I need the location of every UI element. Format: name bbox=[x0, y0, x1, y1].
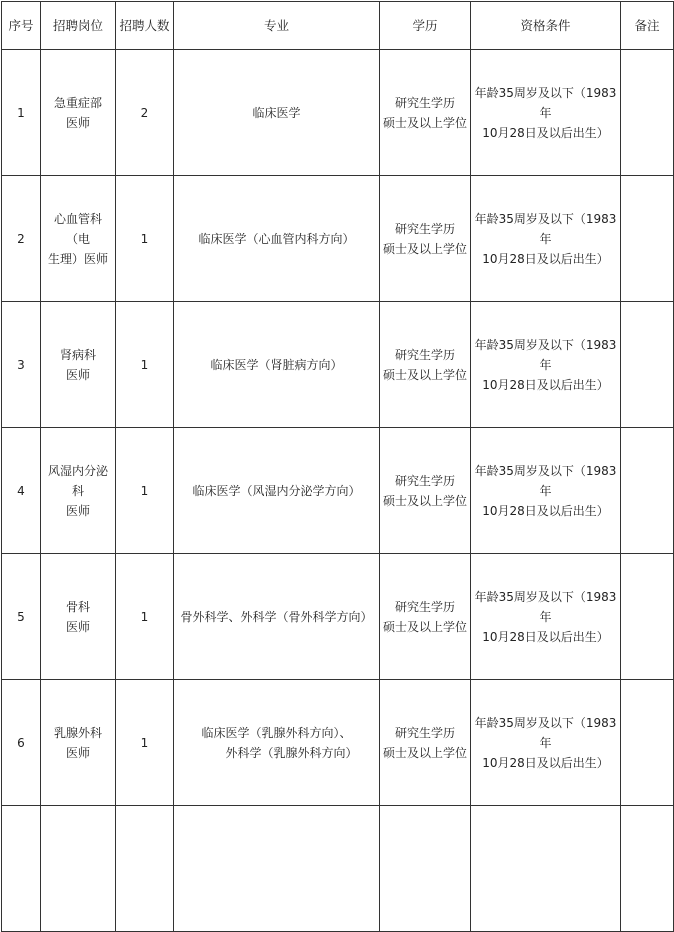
cell-line: 临床医学 bbox=[252, 105, 301, 120]
cell-line: 研究生学历 bbox=[394, 473, 455, 488]
table-row bbox=[2, 50, 674, 176]
cell-count: 1 bbox=[116, 554, 174, 680]
cell-remark bbox=[621, 428, 674, 554]
cell-position bbox=[41, 554, 116, 680]
cell-qualification bbox=[471, 680, 621, 806]
empty-cell bbox=[41, 806, 116, 932]
table-row-partial bbox=[2, 806, 674, 932]
cell-line: 急重症部 bbox=[53, 95, 102, 110]
cell-line: 医师 bbox=[65, 619, 90, 634]
cell-line: 肾病科 bbox=[59, 347, 96, 362]
cell-line: 医师 bbox=[65, 367, 90, 382]
cell-line: 临床医学（肾脏病方向） bbox=[210, 357, 343, 372]
cell-line: 年龄35周岁及以下（1983年 bbox=[474, 85, 617, 120]
cell-position bbox=[41, 176, 116, 302]
cell-line: 10月28日及以后出生） bbox=[482, 755, 609, 770]
cell-seq: 6 bbox=[2, 680, 41, 806]
cell-seq: 3 bbox=[2, 302, 41, 428]
table-row bbox=[2, 302, 674, 428]
cell-line: 年龄35周岁及以下（1983年 bbox=[474, 463, 617, 498]
header-row bbox=[2, 2, 674, 50]
cell-education bbox=[380, 50, 471, 176]
cell-remark bbox=[621, 554, 674, 680]
header-education: 学历 bbox=[380, 2, 471, 50]
empty-cell bbox=[2, 806, 41, 932]
header-count: 招聘人数 bbox=[116, 2, 174, 50]
empty-cell bbox=[471, 806, 621, 932]
cell-education bbox=[380, 302, 471, 428]
cell-line: 临床医学（乳腺外科方向）、 bbox=[201, 725, 352, 740]
cell-line: 骨外科学、外科学（骨外科学方向） bbox=[180, 609, 373, 624]
header-position: 招聘岗位 bbox=[41, 2, 116, 50]
cell-major bbox=[174, 554, 380, 680]
cell-major bbox=[174, 428, 380, 554]
cell-remark bbox=[621, 302, 674, 428]
cell-remark bbox=[621, 176, 674, 302]
cell-line: 10月28日及以后出生） bbox=[482, 251, 609, 266]
cell-line: 骨科 bbox=[65, 599, 90, 614]
cell-line: 硕士及以上学位 bbox=[382, 493, 467, 508]
cell-seq: 1 bbox=[2, 50, 41, 176]
cell-position bbox=[41, 428, 116, 554]
cell-line: 10月28日及以后出生） bbox=[482, 629, 609, 644]
cell-qualification bbox=[471, 176, 621, 302]
cell-seq: 2 bbox=[2, 176, 41, 302]
cell-position bbox=[41, 302, 116, 428]
cell-line: 医师 bbox=[65, 503, 90, 518]
table-body bbox=[2, 50, 674, 932]
cell-line: 硕士及以上学位 bbox=[382, 745, 467, 760]
table-row bbox=[2, 428, 674, 554]
cell-qualification bbox=[471, 50, 621, 176]
cell-line: 医师 bbox=[65, 745, 90, 760]
cell-line: 医师 bbox=[65, 115, 90, 130]
cell-education bbox=[380, 428, 471, 554]
header-major: 专业 bbox=[174, 2, 380, 50]
cell-line: 年龄35周岁及以下（1983年 bbox=[474, 211, 617, 246]
cell-line: 年龄35周岁及以下（1983年 bbox=[474, 589, 617, 624]
cell-line: 10月28日及以后出生） bbox=[482, 503, 609, 518]
cell-position bbox=[41, 50, 116, 176]
cell-line: 研究生学历 bbox=[394, 95, 455, 110]
cell-line: 外科学（乳腺外科方向） bbox=[225, 745, 358, 760]
cell-line: 临床医学（风湿内分泌学方向） bbox=[192, 483, 361, 498]
cell-line: 生理）医师 bbox=[47, 251, 108, 266]
cell-remark bbox=[621, 680, 674, 806]
cell-major bbox=[174, 176, 380, 302]
cell-line: 硕士及以上学位 bbox=[382, 241, 467, 256]
cell-count: 2 bbox=[116, 50, 174, 176]
cell-line: 心血管科（电 bbox=[53, 211, 102, 246]
cell-line: 硕士及以上学位 bbox=[382, 115, 467, 130]
cell-line: 研究生学历 bbox=[394, 725, 455, 740]
empty-cell bbox=[174, 806, 380, 932]
cell-seq: 5 bbox=[2, 554, 41, 680]
cell-line: 风湿内分泌科 bbox=[47, 463, 108, 498]
cell-line: 硕士及以上学位 bbox=[382, 619, 467, 634]
cell-seq: 4 bbox=[2, 428, 41, 554]
empty-cell bbox=[621, 806, 674, 932]
header-qualification: 资格条件 bbox=[471, 2, 621, 50]
cell-line: 年龄35周岁及以下（1983年 bbox=[474, 715, 617, 750]
empty-cell bbox=[380, 806, 471, 932]
table-row bbox=[2, 680, 674, 806]
cell-line: 10月28日及以后出生） bbox=[482, 125, 609, 140]
cell-line: 研究生学历 bbox=[394, 221, 455, 236]
cell-count: 1 bbox=[116, 302, 174, 428]
cell-line: 研究生学历 bbox=[394, 599, 455, 614]
cell-qualification bbox=[471, 428, 621, 554]
recruitment-table bbox=[1, 1, 674, 932]
cell-remark bbox=[621, 50, 674, 176]
header-remark: 备注 bbox=[621, 2, 674, 50]
empty-cell bbox=[116, 806, 174, 932]
cell-major bbox=[174, 680, 380, 806]
cell-line: 年龄35周岁及以下（1983年 bbox=[474, 337, 617, 372]
cell-line: 乳腺外科 bbox=[53, 725, 102, 740]
cell-count: 1 bbox=[116, 428, 174, 554]
cell-major bbox=[174, 302, 380, 428]
cell-major bbox=[174, 50, 380, 176]
cell-line: 10月28日及以后出生） bbox=[482, 377, 609, 392]
cell-position bbox=[41, 680, 116, 806]
table-row bbox=[2, 554, 674, 680]
cell-education bbox=[380, 176, 471, 302]
cell-qualification bbox=[471, 554, 621, 680]
cell-count: 1 bbox=[116, 176, 174, 302]
cell-qualification bbox=[471, 302, 621, 428]
cell-line: 硕士及以上学位 bbox=[382, 367, 467, 382]
table-header bbox=[2, 2, 674, 50]
cell-education bbox=[380, 554, 471, 680]
cell-line: 研究生学历 bbox=[394, 347, 455, 362]
cell-count: 1 bbox=[116, 680, 174, 806]
table-row bbox=[2, 176, 674, 302]
cell-line: 临床医学（心血管内科方向） bbox=[198, 231, 355, 246]
cell-education bbox=[380, 680, 471, 806]
header-seq: 序号 bbox=[2, 2, 41, 50]
